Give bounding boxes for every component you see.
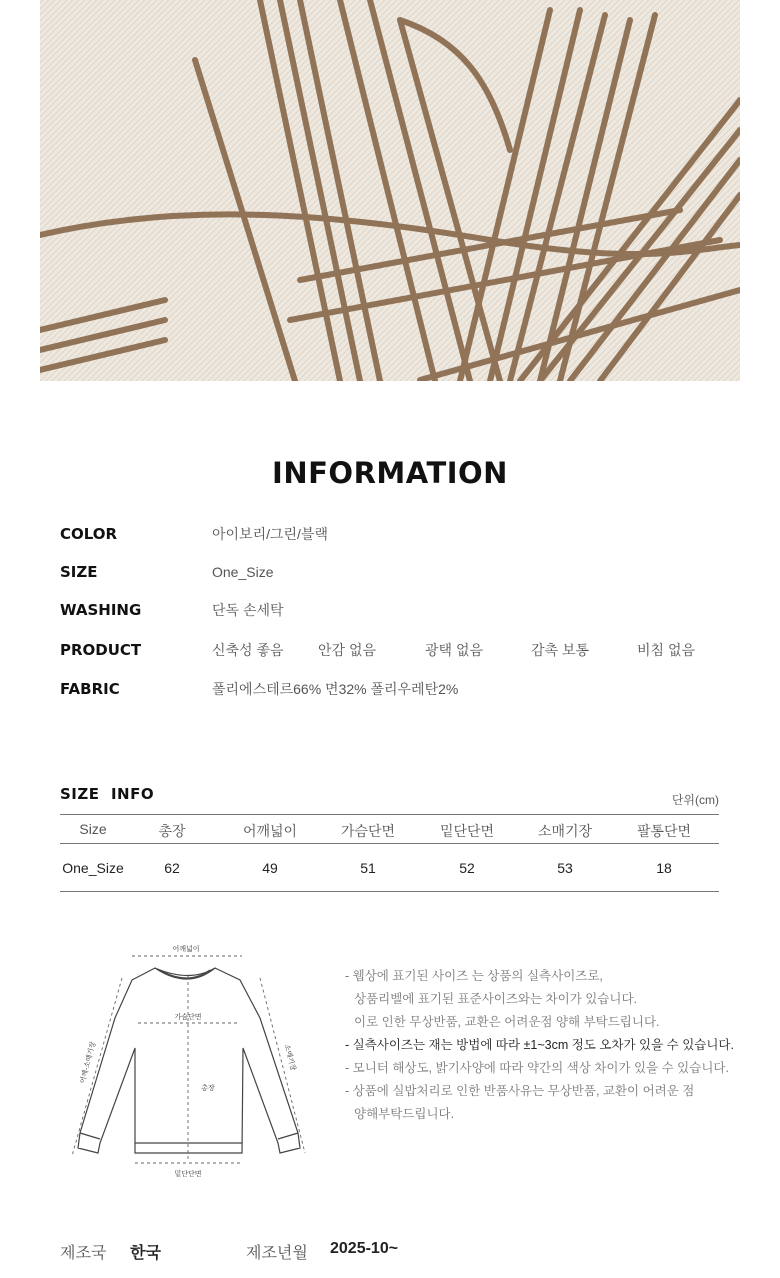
table-cell: 62 — [164, 860, 180, 876]
header-cell: 팔통단면 — [636, 823, 692, 839]
size-diagram — [60, 938, 320, 1188]
info-label: WASHING — [60, 601, 142, 619]
product-item: 비침 없음 — [637, 642, 695, 658]
header-cell: 총장 — [158, 823, 186, 839]
info-label: PRODUCT — [60, 641, 142, 659]
table-cell: 49 — [262, 860, 278, 876]
info-row-washing — [60, 598, 740, 622]
fabric-photo — [40, 0, 740, 381]
unit-label: 단위(cm) — [671, 793, 719, 807]
size-table — [60, 814, 719, 892]
product-item: 신축성 좋음 — [212, 642, 284, 658]
table-row — [60, 844, 719, 891]
header-cell: 가슴단면 — [340, 823, 396, 839]
info-row-size — [60, 560, 740, 584]
info-value: 단독 손세탁 — [212, 602, 284, 618]
info-row-product — [60, 638, 740, 662]
date-label: 제조년월 — [246, 1245, 308, 1262]
fabric-pattern-icon — [40, 0, 740, 381]
header-cell: 밑단단면 — [439, 823, 495, 839]
product-item: 감촉 보통 — [531, 642, 589, 658]
note-line: 상품리벨에 표기된 표준사이즈와는 차이가 있습니다. — [354, 992, 638, 1006]
info-label: SIZE — [60, 563, 98, 581]
country-label: 제조국 — [60, 1245, 107, 1262]
table-cell: 51 — [360, 860, 376, 876]
manufacture-info — [0, 1240, 780, 1264]
info-row-fabric — [60, 677, 740, 701]
note-line: - 웹상에 표기된 사이즈 는 상품의 실측사이즈로, — [345, 969, 603, 983]
header-cell: 소매기장 — [537, 823, 593, 839]
size-table-header — [60, 815, 719, 844]
note-line: 이로 인한 무상반품, 교환은 어려운점 양해 부탁드립니다. — [354, 1015, 660, 1029]
country-value: 한국 — [130, 1245, 161, 1262]
sweatshirt-diagram-icon — [60, 938, 320, 1188]
table-cell: 53 — [557, 860, 573, 876]
size-info-title: SIZE INFO — [60, 785, 155, 803]
info-value: 아이보리/그린/블랙 — [212, 526, 328, 542]
header-cell: 어깨넓이 — [242, 823, 298, 839]
note-line: - 모니터 해상도, 밝기사양에 따라 약간의 색상 차이가 있을 수 있습니다. — [345, 1061, 729, 1075]
table-cell: 52 — [459, 860, 475, 876]
info-value: 폴리에스테르66% 면32% 폴리우레탄2% — [212, 681, 459, 697]
note-line: - 상품에 실밥처리로 인한 반품사유는 무상반품, 교환이 어려운 점 — [345, 1084, 695, 1098]
note-line: - 실측사이즈는 재는 방법에 따라 ±1~3cm 정도 오차가 있을 수 있습니다. — [345, 1038, 734, 1052]
info-row-color — [60, 522, 740, 546]
table-cell: 18 — [656, 860, 672, 876]
info-label: FABRIC — [60, 680, 120, 698]
product-item: 광택 없음 — [425, 642, 483, 658]
diagram-label-arm: 어깨-소매기장 — [79, 1040, 98, 1085]
info-label: COLOR — [60, 525, 118, 543]
header-cell: Size — [79, 821, 107, 837]
product-item: 안감 없음 — [318, 642, 376, 658]
information-title: INFORMATION — [272, 456, 508, 490]
diagram-label-length: 총장 — [201, 1085, 215, 1092]
diagram-label-hem: 밑단단면 — [174, 1171, 202, 1178]
size-notes — [345, 965, 745, 1126]
info-value: One_Size — [212, 564, 274, 580]
diagram-label-shoulder: 어깨넓이 — [172, 946, 200, 953]
diagram-label-chest: 가슴단면 — [174, 1014, 202, 1021]
diagram-label-sleeve: 소매기장 — [282, 1043, 297, 1072]
date-value: 2025-10~ — [330, 1240, 399, 1257]
table-cell: One_Size — [62, 860, 124, 876]
note-line: 양해부탁드립니다. — [354, 1107, 455, 1121]
